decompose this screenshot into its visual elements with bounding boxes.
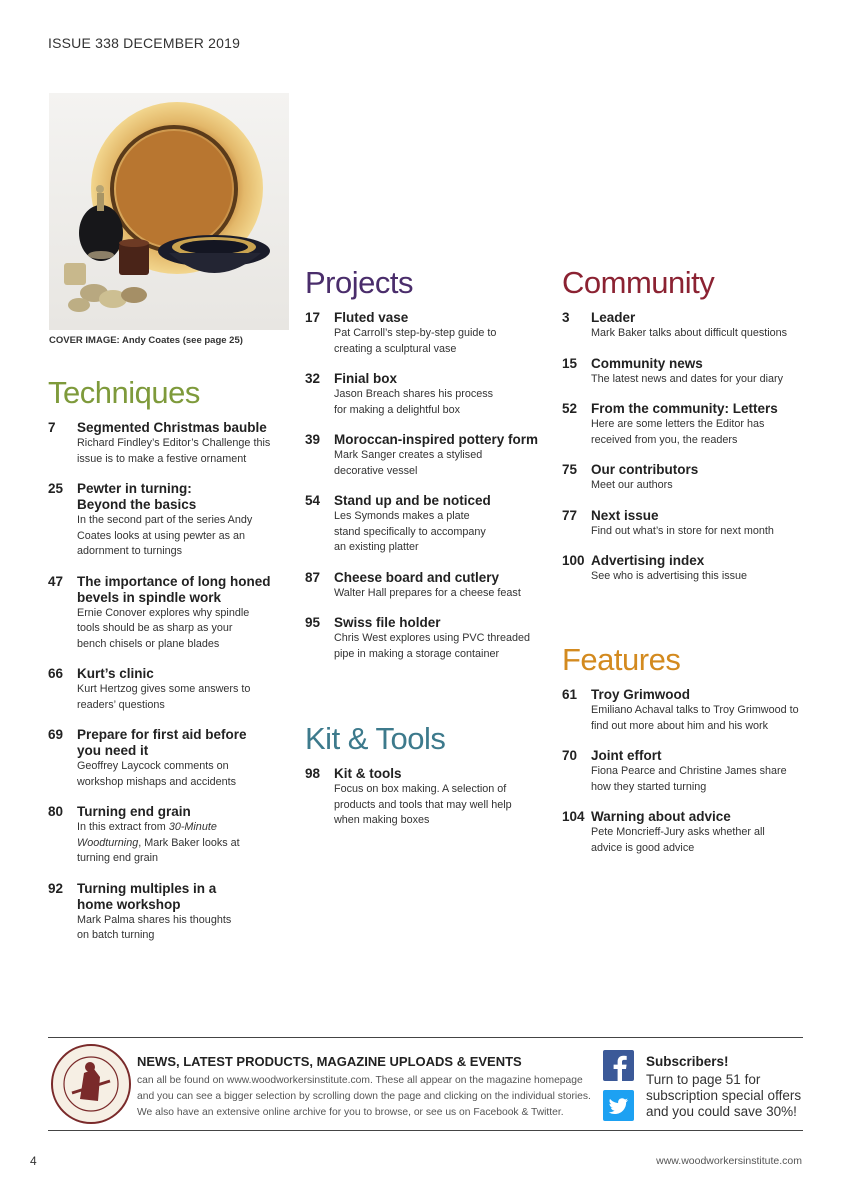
page-number: 75 <box>562 462 578 478</box>
issue-line: ISSUE 338 DECEMBER 2019 <box>48 35 241 51</box>
entry-title: Turning multiples in a home workshop <box>77 880 217 912</box>
entry-desc: Jason Breach shares his process for making a delightful box <box>334 388 494 416</box>
toc-entry[interactable] <box>305 570 545 602</box>
page-number: 104 <box>562 809 585 825</box>
page-number: 7 <box>48 420 56 436</box>
website-url[interactable]: www.woodworkersinstitute.com <box>656 1155 802 1167</box>
entry-desc: Mark Baker talks about difficult questions <box>591 327 788 340</box>
toc-entry[interactable] <box>562 687 807 734</box>
page-number: 92 <box>48 880 64 896</box>
techniques-section <box>48 376 288 958</box>
page-number: 47 <box>48 573 64 589</box>
entry-title: Advertising index <box>591 553 705 569</box>
techniques-heading: Techniques <box>48 375 200 410</box>
kit-tools-section <box>305 722 545 843</box>
page-number: 77 <box>562 507 578 523</box>
entry-title: Prepare for first aid before you need it <box>77 727 247 759</box>
entry-desc: Ernie Conover explores why spindle tools should be as sharp as your bench chisels or plane blades <box>77 606 250 650</box>
page-number: 61 <box>562 687 578 703</box>
subscribers-title: Subscribers! <box>646 1054 729 1069</box>
entry-desc: Pete Moncrieff-Jury asks whether all advice is good advice <box>591 826 765 854</box>
entry-title: Pewter in turning: Beyond the basics <box>77 481 197 513</box>
page-number: 69 <box>48 727 64 743</box>
entry-title: Warning about advice <box>591 809 731 825</box>
entry-desc: Kurt Hertzog gives some answers to readers’ questions <box>77 683 251 711</box>
page-number: 52 <box>562 401 578 417</box>
cover-caption: COVER IMAGE: Andy Coates (see page 25) <box>49 335 243 346</box>
page-number: 54 <box>305 493 321 509</box>
projects-section <box>305 266 545 676</box>
toc-entry[interactable] <box>305 493 545 556</box>
entry-desc: Geoffrey Laycock comments on workshop mishaps and accidents <box>77 760 237 788</box>
entry-title: Moroccan-inspired pottery form <box>334 432 539 448</box>
toc-entry[interactable] <box>305 310 545 357</box>
entry-title: Cheese board and cutlery <box>334 569 500 585</box>
facebook-icon[interactable] <box>603 1050 634 1081</box>
entry-title: Stand up and be noticed <box>334 493 491 509</box>
projects-heading: Projects <box>305 265 413 300</box>
toc-entry[interactable] <box>48 481 288 560</box>
divider-bottom <box>48 1130 803 1131</box>
toc-entry[interactable] <box>48 881 288 944</box>
entry-desc: Mark Palma shares his thoughts on batch turning <box>77 913 232 942</box>
toc-entry[interactable] <box>305 766 545 829</box>
page-number: 98 <box>305 766 321 782</box>
page-number: 39 <box>305 432 321 448</box>
entry-title: Troy Grimwood <box>591 687 691 703</box>
page-number-footer: 4 <box>30 1154 37 1168</box>
toc-entry[interactable] <box>562 748 807 795</box>
divider-top <box>48 1037 803 1038</box>
entry-desc: Focus on box making. A selection of products and tools that may well help when making boxes <box>334 783 512 827</box>
toc-entry[interactable] <box>305 371 545 418</box>
entry-desc: Emiliano Achaval talks to Troy Grimwood to find out more about him and his work <box>591 704 799 732</box>
entry-title: Next issue <box>591 507 659 523</box>
entry-desc: Les Symonds makes a plate stand specifically to accompany an existing platter <box>334 510 486 554</box>
entry-desc: Fiona Pearce and Christine James share how they started turning <box>591 765 787 793</box>
entry-desc: Walter Hall prepares for a cheese feast <box>334 586 521 599</box>
news-text: can all be found on www.woodworkersinstitute.com. These all appear on the magazine homepage and you can see a bigger selection by scrolling down the page and clicking on the individual stories. We also have an extensive online archive for you to browse, or see us on Facebook & Twitter. <box>137 1075 591 1118</box>
woodworkers-institute-logo[interactable] <box>50 1043 132 1125</box>
entry-title: Joint effort <box>591 748 662 764</box>
toc-entry[interactable] <box>48 420 288 467</box>
toc-entry[interactable] <box>562 508 807 540</box>
entry-title: Finial box <box>334 371 398 387</box>
entry-title: Swiss file holder <box>334 615 441 631</box>
entry-desc: Richard Findley’s Editor’s Challenge this issue is to make a festive ornament <box>77 437 271 465</box>
page-number: 70 <box>562 748 578 764</box>
entry-title: Kit & tools <box>334 766 402 782</box>
entry-title: Kurt’s clinic <box>77 666 154 682</box>
entry-desc: In the second part of the series Andy Coates looks at using pewter as an adornment to turnings <box>77 514 253 558</box>
features-heading: Features <box>562 642 681 677</box>
kit-tools-heading: Kit & Tools <box>305 721 446 756</box>
subscribers-text: Turn to page 51 for subscription special offers and you could save 30%! <box>646 1072 802 1119</box>
page-number: 66 <box>48 666 64 682</box>
entry-title: Leader <box>591 310 636 326</box>
features-section <box>562 643 807 870</box>
page-number: 15 <box>562 355 578 371</box>
entry-desc: Here are some letters the Editor has received from you, the readers <box>591 418 765 446</box>
entry-desc: Pat Carroll’s step-by-step guide to creating a sculptural vase <box>334 327 497 355</box>
entry-desc: In this extract from 30-Minute Woodturning, Mark Baker looks at turning end grain <box>77 821 240 865</box>
community-heading: Community <box>562 265 715 300</box>
entry-title: Community news <box>591 355 703 371</box>
toc-entry[interactable] <box>562 553 807 585</box>
entry-title: Fluted vase <box>334 310 409 326</box>
entry-desc: Meet our authors <box>591 479 673 492</box>
toc-entry[interactable] <box>562 401 807 448</box>
news-title: NEWS, LATEST PRODUCTS, MAGAZINE UPLOADS & EVENTS <box>137 1054 522 1069</box>
entry-desc: See who is advertising this issue <box>591 570 748 583</box>
entry-desc: The latest news and dates for your diary <box>591 372 784 385</box>
cover-image <box>49 93 289 330</box>
page-number: 32 <box>305 371 321 387</box>
twitter-icon[interactable] <box>603 1090 634 1121</box>
toc-entry[interactable] <box>305 615 545 662</box>
page-number: 25 <box>48 481 64 497</box>
entry-title: Turning end grain <box>77 804 191 820</box>
toc-entry[interactable] <box>48 804 288 867</box>
entry-desc: Find out what’s in store for next month <box>591 524 774 537</box>
community-section <box>562 266 807 599</box>
entry-title: Segmented Christmas bauble <box>77 420 267 436</box>
toc-entry[interactable] <box>562 809 807 856</box>
toc-entry[interactable] <box>562 310 807 342</box>
page-number: 87 <box>305 569 321 585</box>
page-number: 80 <box>48 804 64 820</box>
page-number: 95 <box>305 615 321 631</box>
entry-title: Our contributors <box>591 462 699 478</box>
entry-title: The importance of long honed bevels in spindle work <box>77 573 271 605</box>
page-number: 17 <box>305 310 321 326</box>
toc-entry[interactable] <box>305 432 545 479</box>
entry-desc: Chris West explores using PVC threaded pipe in making a storage container <box>334 632 531 660</box>
toc-entry[interactable] <box>48 574 288 653</box>
toc-entry[interactable] <box>48 666 288 713</box>
toc-entry[interactable] <box>562 356 807 388</box>
toc-entry[interactable] <box>562 462 807 494</box>
toc-entry[interactable] <box>48 727 288 790</box>
page-number: 3 <box>562 310 570 326</box>
page-number: 100 <box>562 553 585 569</box>
entry-desc: Mark Sanger creates a stylised decorative vessel <box>334 449 483 477</box>
entry-title: From the community: Letters <box>591 401 778 417</box>
